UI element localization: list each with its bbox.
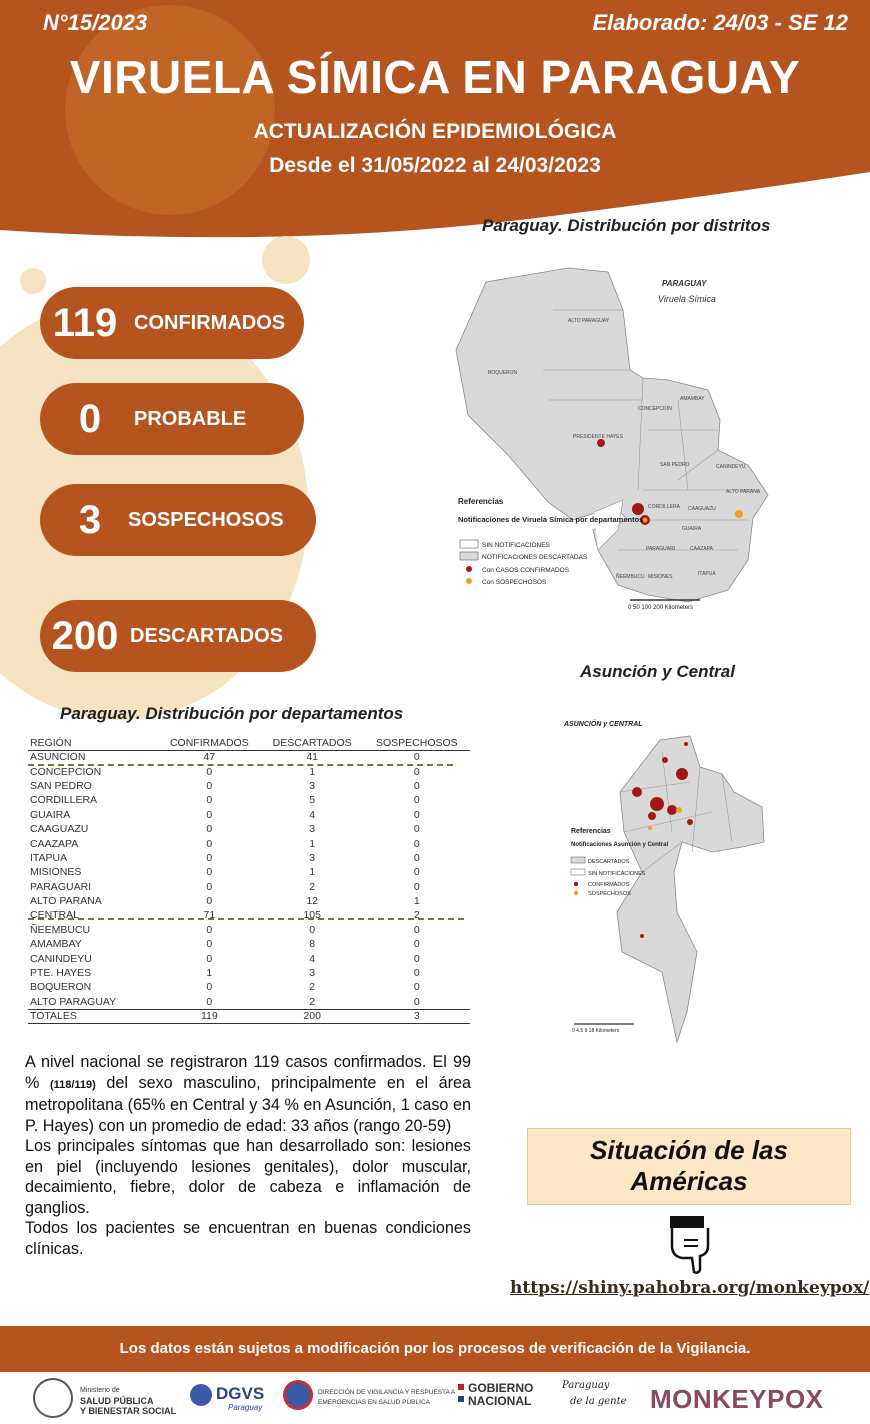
value-cell: 1 [309, 837, 316, 850]
direccion-logo: DIRECCIÓN DE VIGILANCIA Y RESPUESTA A EMERGENCIAS EN SALUD PÚBLICA [318, 1389, 456, 1406]
legend-item: SIN NOTIFICACIONES [482, 542, 550, 549]
stat-label: CONFIRMADOS [134, 311, 286, 334]
total-cell: 200 [261, 1009, 364, 1023]
disclaimer-bar: Los datos están sujetos a modificación por los procesos de verificación de la Vigilancia. [0, 1326, 870, 1372]
value-cell: 0 [413, 938, 420, 951]
value-cell: 3 [309, 823, 316, 836]
summary-paragraph [25, 1052, 471, 1136]
value-cell: 0 [413, 837, 420, 850]
ministry-seal-icon [33, 1378, 73, 1418]
region-label: CORDILLERA [648, 504, 680, 510]
value-cell: 0 [413, 981, 420, 994]
value-cell: 5 [309, 794, 316, 807]
table-row [28, 894, 470, 908]
total-cell: 3 [364, 1009, 470, 1023]
table-row [28, 995, 470, 1009]
district-map [448, 250, 778, 620]
summary-ratio: (118/119) [49, 1078, 96, 1091]
map-subtitle: Viruela Símica [658, 294, 716, 304]
ministry-logo: Ministerio de SALUD PÚBLICA Y BIENESTAR SOCIAL [80, 1387, 177, 1416]
legend-item: Con CASOS CONFIRMADOS [482, 567, 570, 574]
column-header: REGIÓN [28, 737, 158, 750]
region-label: ALTO PARAGUAY [568, 318, 610, 324]
value-cell: 0 [413, 779, 420, 792]
table-row [28, 923, 470, 937]
central-map-graphic [562, 712, 782, 1047]
highlight-line [28, 764, 453, 766]
region-cell: CAAZAPA [30, 837, 79, 850]
region-cell: SAN PEDRO [30, 779, 92, 792]
map-scale: 0 50 100 200 Kilometers [628, 605, 694, 611]
table-row [28, 836, 470, 850]
table-row [28, 822, 470, 836]
stat-confirmed [40, 287, 304, 359]
gobierno-logo: GOBIERNO NACIONAL [468, 1381, 534, 1408]
region-label: PARAGUARI [646, 546, 676, 552]
region-label: CAAGUAZU [688, 506, 716, 512]
value-cell: 71 [203, 909, 216, 922]
region-label: ALTO PARANA [726, 489, 761, 495]
region-cell: CENTRAL [30, 909, 80, 922]
region-label: CAAZAPA [690, 546, 713, 552]
region-label: PRESIDENTE HAYES [573, 434, 623, 440]
decorative-dot [20, 268, 46, 294]
value-cell: 3 [309, 967, 316, 980]
column-header: SOSPECHOSOS [364, 737, 470, 750]
legend-item: SOSPECHOSOS [588, 891, 631, 897]
decorative-dot [262, 236, 310, 284]
dgvs-sub: Paraguay [228, 1403, 263, 1412]
value-cell: 0 [309, 923, 316, 936]
value-cell: 0 [206, 851, 213, 864]
region-label: CONCEPCION [638, 406, 672, 412]
confirmed-marker [597, 439, 605, 447]
region-cell: BOQUERON [30, 981, 92, 994]
summary-paragraph: Todos los pacientes se encuentran en buenas condiciones clínicas. [25, 1219, 471, 1258]
table-header-row [28, 737, 470, 750]
table-row [28, 951, 470, 965]
department-table [28, 737, 470, 1024]
value-cell: 0 [413, 967, 420, 980]
value-cell: 105 [303, 909, 321, 922]
logo-strip [0, 1372, 870, 1424]
value-cell: 0 [206, 923, 213, 936]
americas-box [527, 1128, 851, 1205]
value-cell: 0 [413, 851, 420, 864]
page-title: VIRUELA SÍMICA EN PARAGUAY [69, 51, 801, 103]
value-cell: 3 [309, 851, 316, 864]
region-cell: CORDILLERA [30, 794, 98, 807]
table-row [28, 750, 470, 764]
paraguay-map-graphic [448, 250, 778, 620]
value-cell: 2 [413, 909, 420, 922]
totals-row [28, 1009, 470, 1023]
district-map-title: Paraguay. Distribución por distritos [482, 216, 771, 235]
stat-value: 3 [78, 497, 102, 542]
region-cell: MISIONES [30, 866, 82, 879]
legend-title: Referencias [458, 497, 504, 506]
summary-text-part: A nivel nacional se registraron 119 casos confirmados. El 99 % [25, 1053, 471, 1092]
value-cell: 1 [309, 866, 316, 879]
stat-value: 119 [52, 300, 118, 345]
value-cell: 0 [206, 938, 213, 951]
americas-title-line: Situación de las [590, 1135, 788, 1165]
legend-subtitle: Notificaciones de Viruela Símica por departamentos [458, 515, 644, 524]
header-banner [0, 0, 870, 243]
central-map-title: Asunción y Central [580, 662, 735, 681]
table-title: Paraguay. Distribución por departamentos [60, 704, 404, 723]
table-row [28, 908, 470, 922]
pointing-hand-icon [664, 1216, 724, 1279]
highlight-line [28, 918, 464, 920]
table-row [28, 966, 470, 980]
value-cell: 0 [206, 779, 213, 792]
region-label: CANINDEYU [716, 464, 746, 470]
value-cell: 0 [206, 837, 213, 850]
table-row [28, 808, 470, 822]
monkeypox-logo: MONKEYPOX [650, 1384, 824, 1414]
legend-title: Referencias [571, 828, 611, 835]
legend-item: NOTIFICACIONES DESCARTADAS [482, 554, 588, 561]
summary-text-part: del sexo masculino, principalmente en el área metropolitana (65% en Central y 34 % en Asunción, 1 caso en P. Hayes) con un promedio de edad: 33 años (rango 20-59) [25, 1073, 471, 1135]
stat-discarded [40, 600, 316, 672]
region-label: ÑEEMBUCU [616, 574, 645, 580]
confirmed-marker [632, 503, 644, 515]
value-cell: 0 [206, 981, 213, 994]
table-row [28, 980, 470, 994]
value-cell: 0 [413, 808, 420, 821]
paraguay-gente-logo: Paraguay de la gente [562, 1380, 627, 1407]
legend-item: DESCARTADOS [588, 859, 630, 865]
stat-value: 0 [78, 396, 102, 441]
legend-item: CONFIRMADOS [588, 882, 630, 888]
value-cell: 0 [413, 823, 420, 836]
region-label: MISIONES [648, 574, 673, 580]
region-label: GUAIRA [682, 526, 702, 532]
central-map [562, 712, 782, 1047]
region-cell: PTE. HAYES [30, 967, 92, 980]
value-cell: 12 [306, 895, 318, 908]
table-row [28, 865, 470, 879]
value-cell: 0 [413, 995, 420, 1008]
stat-label: PROBABLE [134, 407, 247, 430]
flag-icon [458, 1384, 464, 1402]
value-cell: 0 [413, 923, 420, 936]
region-label: AMAMBAY [680, 396, 705, 402]
total-cell: 119 [158, 1009, 261, 1023]
value-cell: 0 [206, 794, 213, 807]
value-cell: 8 [309, 938, 316, 951]
issue-number: N°15/2023 [43, 10, 148, 35]
value-cell: 4 [309, 808, 316, 821]
region-cell: CANINDEYU [30, 952, 92, 965]
value-cell: 0 [413, 880, 420, 893]
value-cell: 3 [309, 779, 316, 792]
value-cell: 2 [309, 981, 316, 994]
value-cell: 0 [206, 765, 213, 778]
elaborado-date: Elaborado: 24/03 - SE 12 [592, 10, 848, 35]
map-title: ASUNCIÓN y CENTRAL [564, 721, 643, 728]
column-header: CONFIRMADOS [158, 737, 261, 750]
region-cell: GUAIRA [30, 808, 71, 821]
region-cell: ALTO PARANA [30, 895, 102, 908]
region-cell: AMAMBAY [30, 938, 82, 951]
value-cell: 0 [413, 794, 420, 807]
direccion-logo-icon [283, 1380, 313, 1410]
legend-item: Con SOSPECHOSOS [482, 579, 547, 586]
value-cell: 0 [206, 880, 213, 893]
value-cell: 0 [206, 866, 213, 879]
region-label: BOQUERON [488, 370, 518, 376]
value-cell: 0 [206, 823, 213, 836]
region-cell: PARAGUARI [30, 880, 92, 893]
region-label: SAN PEDRO [660, 462, 690, 468]
value-cell: 1 [413, 895, 420, 908]
stat-label: DESCARTADOS [130, 624, 283, 647]
stat-probable [40, 383, 304, 455]
value-cell: 0 [206, 895, 213, 908]
map-scale: 0 4.5 9 18 Kilometers [572, 1028, 620, 1034]
table-row [28, 779, 470, 793]
value-cell: 41 [306, 751, 318, 764]
region-cell: ASUNCION [30, 751, 86, 764]
value-cell: 0 [413, 866, 420, 879]
stat-suspected [40, 484, 316, 556]
total-cell: TOTALES [28, 1009, 158, 1023]
americas-title-line: Américas [630, 1166, 748, 1196]
value-cell: 0 [206, 952, 213, 965]
region-cell: CAAGUAZU [30, 823, 89, 836]
globe-icon [190, 1384, 212, 1406]
dgvs-logo: DGVS [216, 1384, 265, 1403]
region-cell: ALTO PARAGUAY [30, 995, 117, 1008]
region-label: ITAPUA [698, 571, 716, 577]
table-row [28, 851, 470, 865]
table-row [28, 764, 470, 778]
suspected-marker [735, 510, 743, 518]
page-subtitle: ACTUALIZACIÓN EPIDEMIOLÓGICA [253, 120, 617, 143]
legend-subtitle: Notificaciones Asunción y Central [571, 842, 669, 848]
region-cell: ITAPUA [30, 851, 68, 864]
legend-item: SIN NOTIFICACIONES [588, 871, 646, 877]
table-row [28, 880, 470, 894]
value-cell: 2 [309, 880, 316, 893]
table-row [28, 937, 470, 951]
value-cell: 1 [206, 967, 213, 980]
date-range: Desde el 31/05/2022 al 24/03/2023 [269, 154, 601, 177]
value-cell: 0 [206, 995, 213, 1008]
table-row [28, 793, 470, 807]
value-cell: 0 [413, 751, 420, 764]
value-cell: 47 [203, 751, 216, 764]
summary-text [25, 1052, 471, 1259]
column-header: DESCARTADOS [261, 737, 364, 750]
summary-paragraph: Los principales síntomas que han desarrollado son: lesiones en piel (incluyendo lesiones genitales), dolor muscular, decaimiento, fiebre, dolor de cabeza e inflamación de ganglios. [25, 1137, 471, 1217]
americas-link[interactable]: https://shiny.pahobra.org/monkeypox/ [510, 1278, 870, 1298]
map-title: PARAGUAY [662, 279, 707, 288]
value-cell: 0 [413, 765, 420, 778]
value-cell: 1 [309, 765, 316, 778]
value-cell: 4 [309, 952, 316, 965]
value-cell: 2 [309, 995, 316, 1008]
region-cell: CONCEPCION [30, 765, 102, 778]
region-cell: ÑEEMBUCU [30, 923, 91, 936]
stat-label: SOSPECHOSOS [128, 508, 284, 531]
value-cell: 0 [206, 808, 213, 821]
stat-value: 200 [51, 613, 119, 658]
value-cell: 0 [413, 952, 420, 965]
